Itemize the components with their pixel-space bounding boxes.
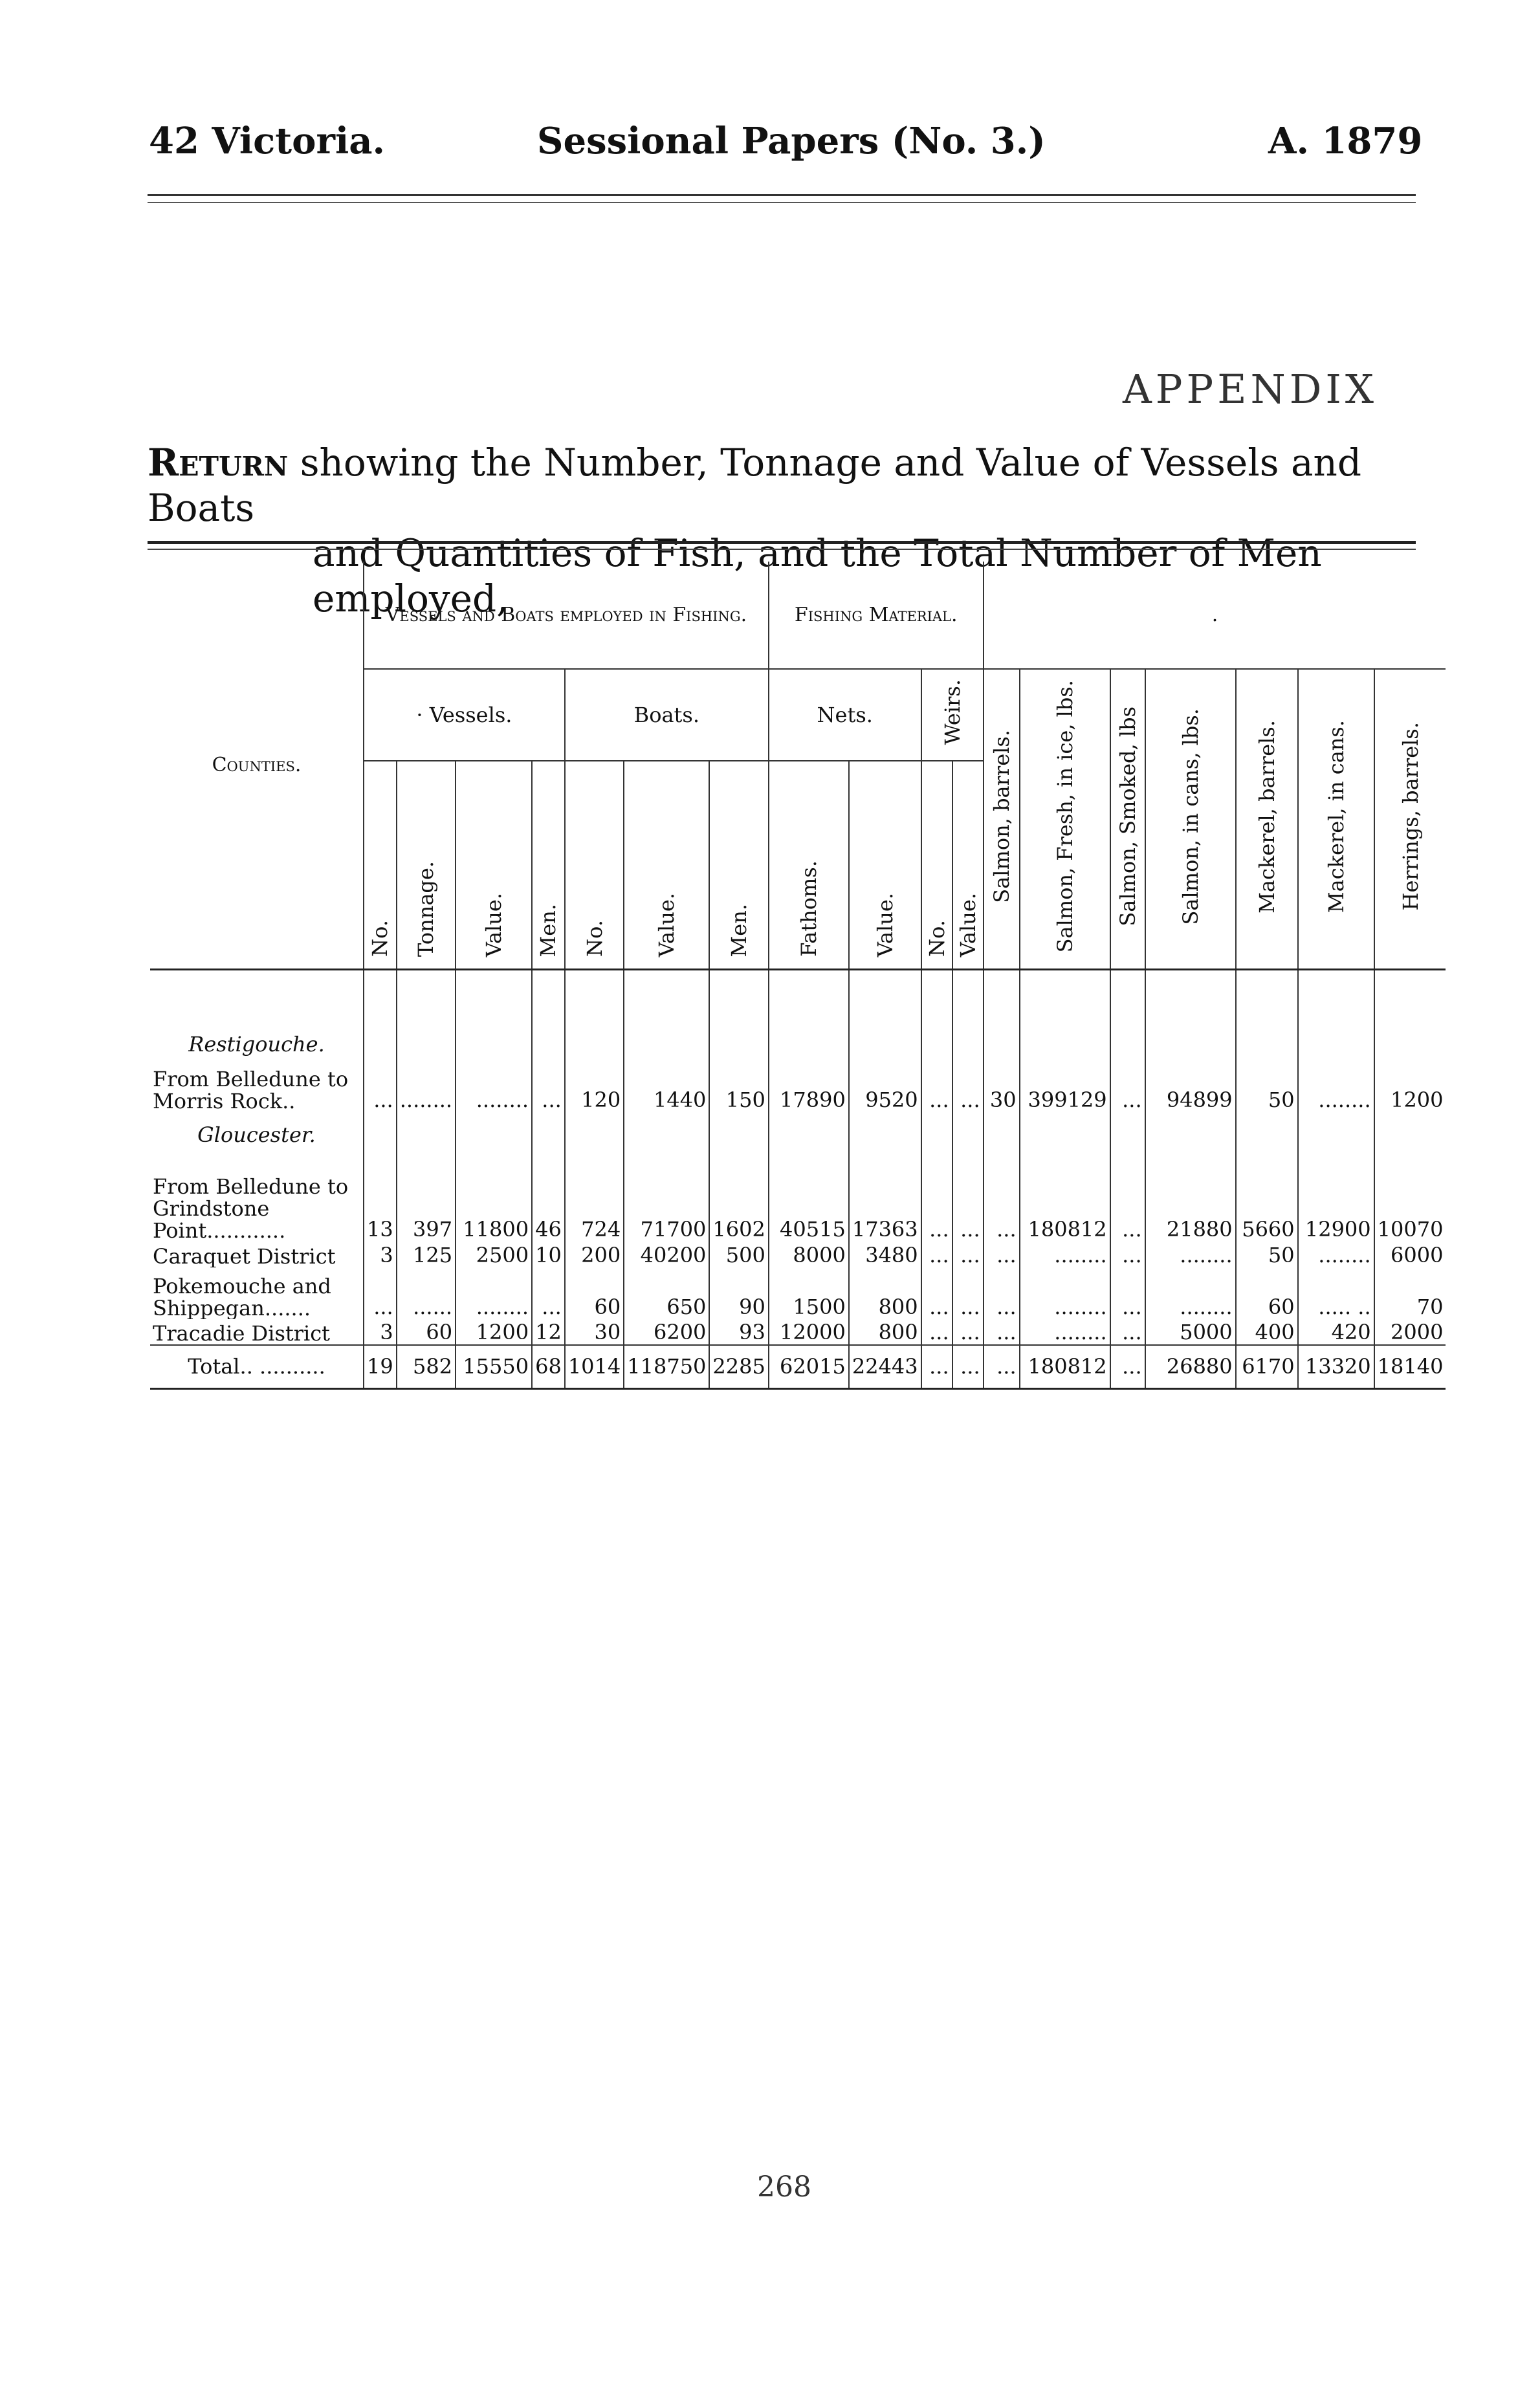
cell: ...: [952, 1319, 984, 1345]
col-vessels-tonnage-label: Tonnage.: [413, 860, 439, 957]
row-label: From Belledune to Grindstone Point............: [153, 1174, 349, 1242]
cell: 30: [565, 1319, 624, 1345]
col-vessels-value-label: Value.: [481, 892, 507, 957]
cell: ...: [1110, 1319, 1145, 1345]
cell: 1440: [624, 1060, 709, 1112]
cell: 1200: [456, 1319, 532, 1345]
page-number: 268: [757, 2171, 811, 2204]
total-cell: 68: [532, 1345, 565, 1389]
cell: ........: [1298, 1060, 1374, 1112]
total-cell: 22443: [849, 1345, 921, 1389]
col-mackerel-barrels: [1236, 669, 1298, 970]
col-mackerel-cans: [1298, 669, 1374, 970]
cell: 8000: [769, 1242, 849, 1267]
cell: 50: [1236, 1060, 1298, 1112]
cell: ........: [1145, 1242, 1236, 1267]
total-cell: 26880: [1145, 1345, 1236, 1389]
col-boats-value-label: Value.: [654, 892, 679, 957]
cell: ........: [1020, 1267, 1110, 1319]
cell: ........: [1020, 1242, 1110, 1267]
cell: 40200: [624, 1242, 709, 1267]
cell: 724: [565, 1157, 624, 1242]
cell: 6000: [1374, 1242, 1446, 1267]
col-vessels-value: [456, 761, 532, 970]
cell: 60: [397, 1319, 456, 1345]
col-salmon-fresh-label: Salmon, Fresh, in ice, lbs.: [1052, 680, 1077, 953]
cell: ...: [952, 1267, 984, 1319]
col-herrings-barrels-label: Herrings, barrels.: [1398, 722, 1423, 911]
col-vessels-no-label: No.: [368, 920, 393, 957]
cell: ...: [532, 1060, 565, 1112]
total-cell: ...: [1110, 1345, 1145, 1389]
caption-rule-thin: [148, 549, 1416, 550]
vessels-subheader: · Vessels.: [364, 669, 565, 761]
section-restigouche: Restigouche.: [188, 1031, 325, 1056]
cell: ...: [921, 1319, 952, 1345]
cell: ........: [1020, 1319, 1110, 1345]
cell: ........: [456, 1267, 532, 1319]
weirs-label: Weirs.: [940, 679, 965, 745]
total-cell: 62015: [769, 1345, 849, 1389]
table-row: [150, 1157, 1446, 1242]
col-boats-no-label: No.: [582, 920, 607, 957]
col-vessels-tonnage: [397, 761, 456, 970]
spacer-cell: [150, 970, 364, 1028]
col-weirs-no-label: No.: [924, 920, 949, 957]
col-mackerel-barrels-label: Mackerel, barrels.: [1254, 719, 1279, 914]
cell: 12900: [1298, 1157, 1374, 1242]
caption-rule: [148, 541, 1416, 544]
cell: ........: [1145, 1267, 1236, 1319]
cell: 12: [532, 1319, 565, 1345]
col-nets-fathoms: [769, 761, 849, 970]
cell: 3480: [849, 1242, 921, 1267]
col-salmon-fresh: [1020, 669, 1110, 970]
appendix-title: APPENDIX: [1123, 366, 1378, 413]
cell: 17890: [769, 1060, 849, 1112]
section-gloucester: Gloucester.: [197, 1122, 316, 1147]
col-herrings-barrels: [1374, 669, 1446, 970]
cell: 1602: [709, 1157, 768, 1242]
row-label: Pokemouche and Shippegan.......: [153, 1273, 331, 1319]
total-cell: 15550: [456, 1345, 532, 1389]
cell: 125: [397, 1242, 456, 1267]
cell: ...: [921, 1157, 952, 1242]
col-salmon-smoked-label: Salmon, Smoked, lbs: [1115, 706, 1140, 926]
cell: 93: [709, 1319, 768, 1345]
col-weirs-no: [921, 761, 952, 970]
cell: 200: [565, 1242, 624, 1267]
col-vessels-men: [532, 761, 565, 970]
weirs-subheader: [921, 669, 984, 761]
cell: 70: [1374, 1267, 1446, 1319]
fisheries-table: [150, 562, 1446, 1390]
header-rule-thin: [148, 202, 1416, 203]
cell: 13: [364, 1157, 397, 1242]
caption-line-2: and Quantities of Fish, and the Total Number of Men employed,: [313, 531, 1322, 620]
cell: 399129: [1020, 1060, 1110, 1112]
col-vessels-no: [364, 761, 397, 970]
total-cell: ...: [921, 1345, 952, 1389]
boats-subheader: Boats.: [565, 669, 769, 761]
cell: 420: [1298, 1319, 1374, 1345]
col-salmon-cans-label: Salmon, in cans, lbs.: [1178, 708, 1203, 925]
row-label: From Belledune to Morris Rock..: [153, 1066, 349, 1112]
cell: ...: [1110, 1242, 1145, 1267]
cell: 3: [364, 1319, 397, 1345]
col-boats-men-label: Men.: [727, 903, 752, 957]
caption-line-1: [148, 440, 1422, 531]
cell: ...: [984, 1242, 1020, 1267]
total-cell: 118750: [624, 1345, 709, 1389]
col-salmon-barrels-label: Salmon, barrels.: [989, 730, 1014, 903]
cell: ...: [1110, 1060, 1145, 1112]
cell: 800: [849, 1267, 921, 1319]
cell: 150: [709, 1060, 768, 1112]
cell: 6200: [624, 1319, 709, 1345]
col-boats-men: [709, 761, 768, 970]
cell: 2500: [456, 1242, 532, 1267]
cell: ...: [1110, 1267, 1145, 1319]
cell: ...: [984, 1157, 1020, 1242]
col-boats-no: [565, 761, 624, 970]
cell: 650: [624, 1267, 709, 1319]
col-nets-value: [849, 761, 921, 970]
col-salmon-cans: [1145, 669, 1236, 970]
cell: 120: [565, 1060, 624, 1112]
caption-text-1: showing the Number, Tonnage and Value of Vessels and Boats: [148, 441, 1362, 530]
table-row: [150, 1060, 1446, 1112]
total-label: Total.. ..........: [150, 1345, 364, 1389]
cell: ...: [921, 1267, 952, 1319]
cell: 46: [532, 1157, 565, 1242]
cell: ........: [1298, 1242, 1374, 1267]
total-cell: 180812: [1020, 1345, 1110, 1389]
vessels-boats-group-header: Vessels and Boats employed in Fishing.: [364, 562, 769, 669]
total-cell: 582: [397, 1345, 456, 1389]
cell: ...: [364, 1267, 397, 1319]
cell: ...: [364, 1060, 397, 1112]
cell: 500: [709, 1242, 768, 1267]
total-cell: ...: [984, 1345, 1020, 1389]
cell: 400: [1236, 1319, 1298, 1345]
cell: 1500: [769, 1267, 849, 1319]
row-label: Tracadie District: [153, 1320, 331, 1345]
cell: 1200: [1374, 1060, 1446, 1112]
cell: ...: [1110, 1157, 1145, 1242]
counties-header: Counties.: [150, 562, 364, 970]
cell: ..... ..: [1298, 1267, 1374, 1319]
cell: 21880: [1145, 1157, 1236, 1242]
col-weirs-value: [952, 761, 984, 970]
cell: ...: [952, 1060, 984, 1112]
cell: 10070: [1374, 1157, 1446, 1242]
total-cell: 18140: [1374, 1345, 1446, 1389]
cell: 17363: [849, 1157, 921, 1242]
cell: 71700: [624, 1157, 709, 1242]
table-row: [150, 1319, 1446, 1345]
cell: ........: [397, 1060, 456, 1112]
header-right: A. 1879: [1268, 120, 1423, 162]
total-cell: 6170: [1236, 1345, 1298, 1389]
header-left: 42 Victoria.: [149, 120, 386, 162]
total-cell: ...: [952, 1345, 984, 1389]
total-cell: 13320: [1298, 1345, 1374, 1389]
cell: ...: [921, 1242, 952, 1267]
cell: ...: [984, 1319, 1020, 1345]
col-weirs-value-label: Value.: [955, 892, 980, 957]
row-label: Caraquet District: [153, 1243, 336, 1267]
cell: ...: [921, 1060, 952, 1112]
cell: 3: [364, 1242, 397, 1267]
col-salmon-barrels: [984, 669, 1020, 970]
cell: 94899: [1145, 1060, 1236, 1112]
total-cell: 19: [364, 1345, 397, 1389]
cell: 5000: [1145, 1319, 1236, 1345]
total-cell: 2285: [709, 1345, 768, 1389]
cell: 397: [397, 1157, 456, 1242]
cell: 800: [849, 1319, 921, 1345]
cell: ...: [952, 1157, 984, 1242]
cell: ...: [952, 1242, 984, 1267]
cell: 9520: [849, 1060, 921, 1112]
total-cell: 1014: [565, 1345, 624, 1389]
header-rule: [148, 194, 1416, 196]
cell: 60: [565, 1267, 624, 1319]
cell: 2000: [1374, 1319, 1446, 1345]
cell: 180812: [1020, 1157, 1110, 1242]
cell: 11800: [456, 1157, 532, 1242]
cell: ......: [397, 1267, 456, 1319]
cell: 5660: [1236, 1157, 1298, 1242]
col-mackerel-cans-label: Mackerel, in cans.: [1323, 719, 1348, 914]
total-row: [150, 1345, 1446, 1389]
cell: 60: [1236, 1267, 1298, 1319]
col-nets-value-label: Value.: [872, 892, 897, 957]
cell: ...: [984, 1267, 1020, 1319]
col-salmon-smoked: [1110, 669, 1145, 970]
cell: 40515: [769, 1157, 849, 1242]
fishing-material-group-header: Fishing Material.: [769, 562, 984, 669]
table-row: [150, 1242, 1446, 1267]
col-nets-fathoms-label: Fathoms.: [796, 860, 821, 957]
cell: 90: [709, 1267, 768, 1319]
cell: ........: [456, 1060, 532, 1112]
cell: 50: [1236, 1242, 1298, 1267]
table-row: [150, 1267, 1446, 1319]
cell: 10: [532, 1242, 565, 1267]
cell: ...: [532, 1267, 565, 1319]
caption-lead: Return: [148, 441, 289, 485]
col-vessels-men-label: Men.: [536, 903, 561, 957]
nets-subheader: Nets.: [769, 669, 921, 761]
header-center: Sessional Papers (No. 3.): [537, 120, 1046, 162]
fish-group-header: .: [984, 562, 1446, 669]
col-boats-value: [624, 761, 709, 970]
cell: 30: [984, 1060, 1020, 1112]
cell: 12000: [769, 1319, 849, 1345]
